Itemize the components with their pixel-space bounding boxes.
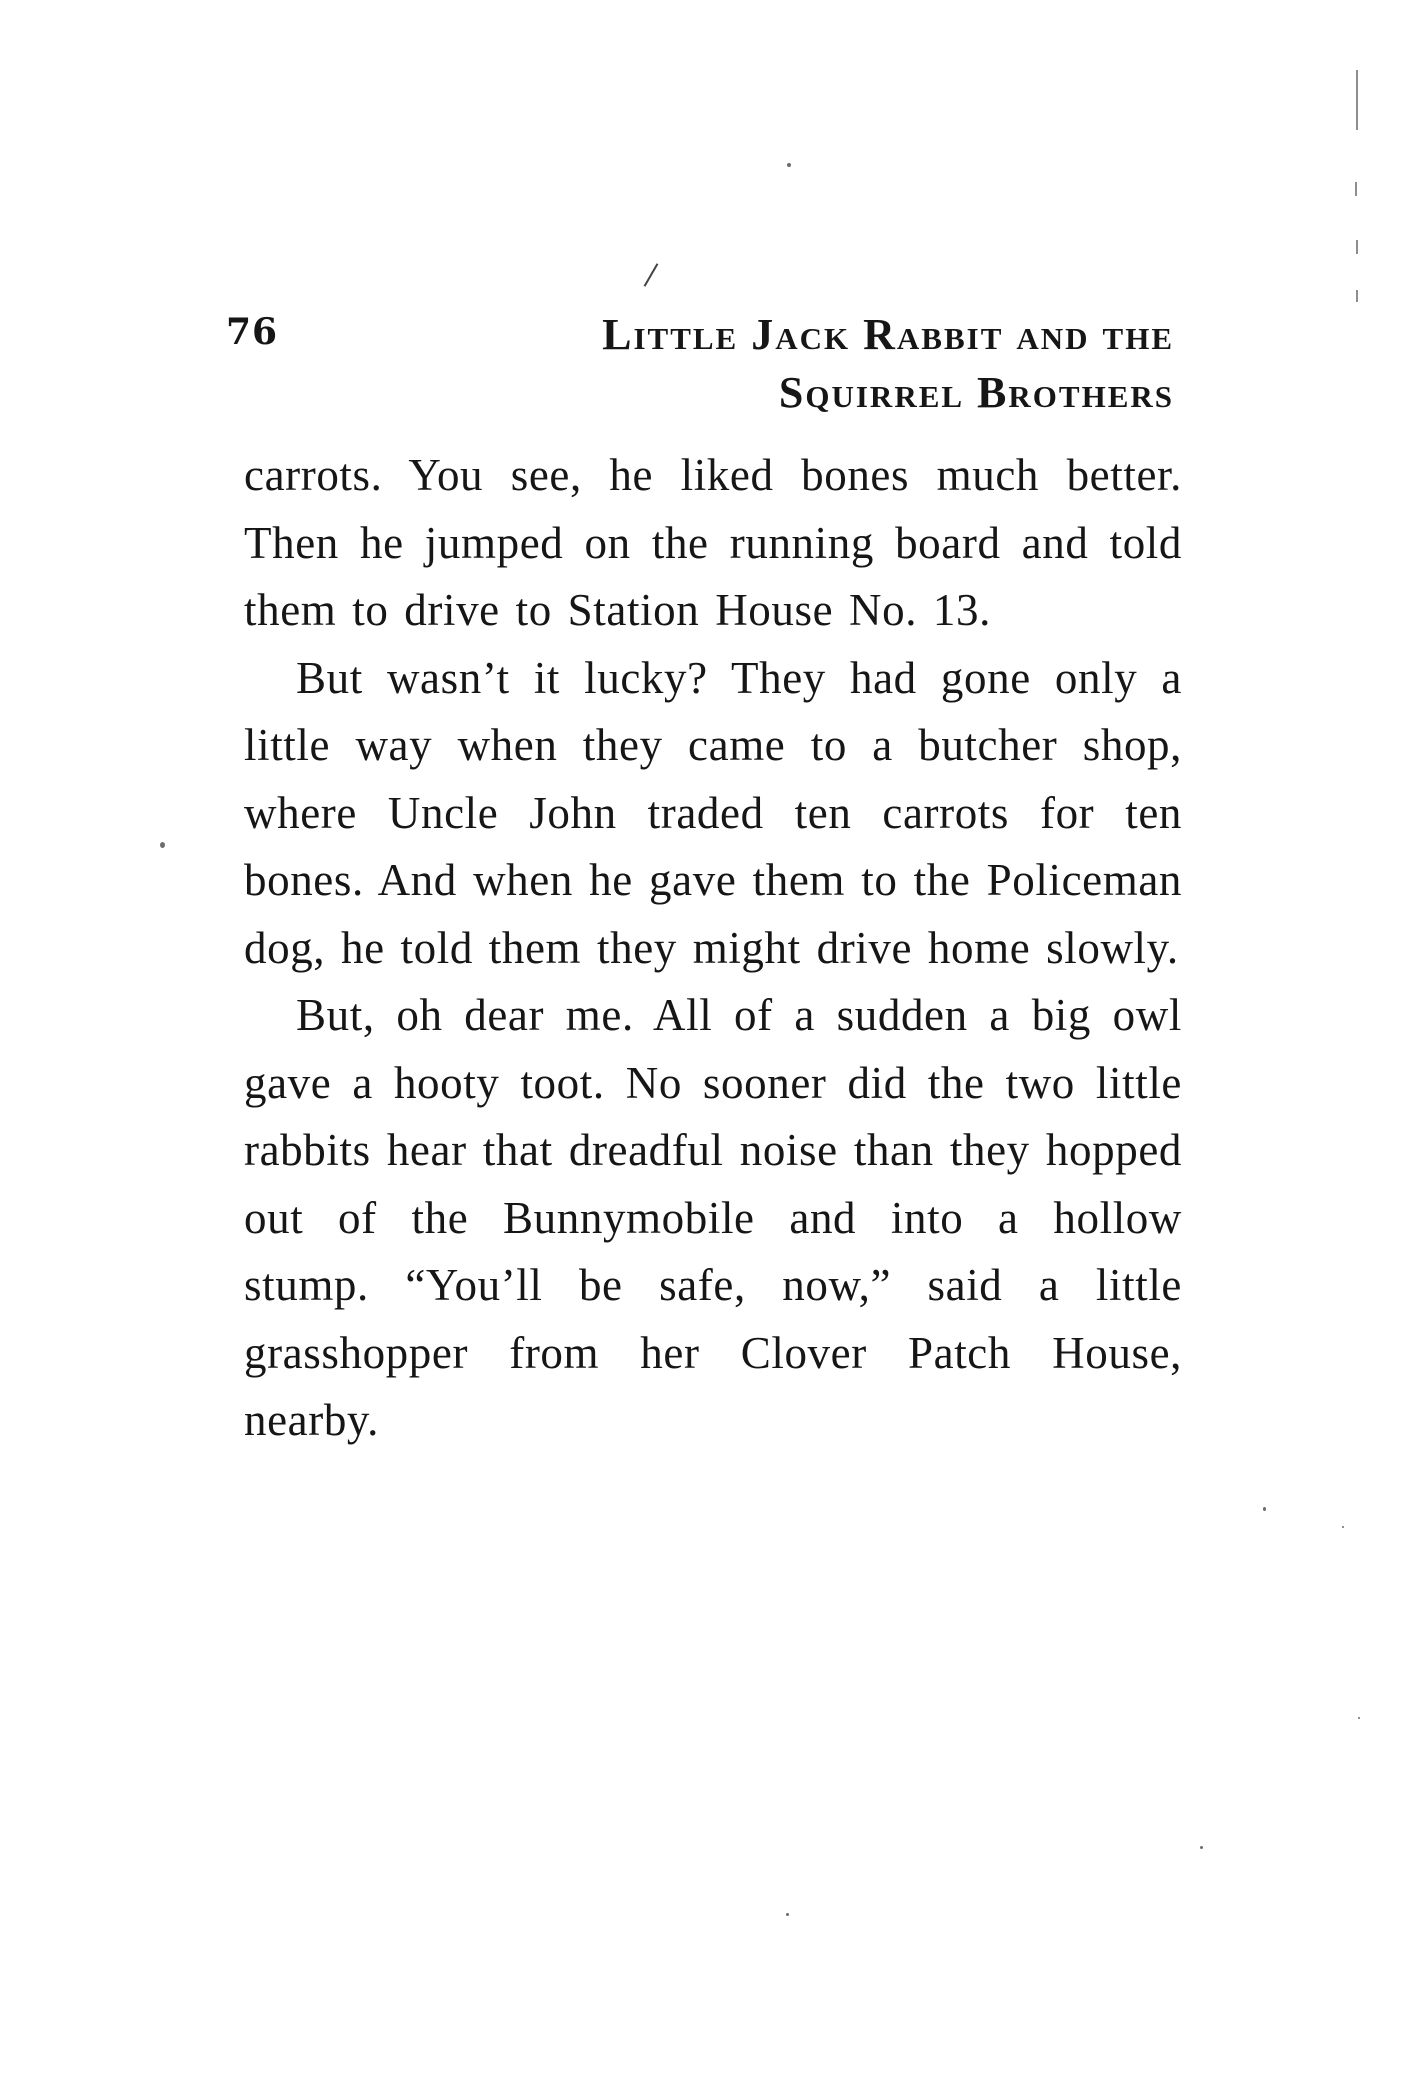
page-number: 76 [226,311,279,353]
paragraph-2: But wasn’t it lucky? They had gone only a little way when they came to a butcher shop, where Uncle John traded ten carrots for ten bones. And when he gave them to the Policeman dog, he told them they might drive home slowly. [244,652,1182,973]
ink-speck [1200,1846,1203,1849]
page-edge-mark [1356,290,1358,302]
paragraph-3: But, oh dear me. All of a sudden a big owl gave a hooty toot. No sooner did the two little rabbits hear that dreadful noise than they hopped out of the Bunnymobile and into a hollow stump. “You’ll be safe, now,” said a little grasshopper from her Clover Patch House, nearby. [244,990,1182,1445]
page-edge-mark [1356,240,1358,254]
ink-speck [1358,1717,1360,1719]
running-head-line-2: Squirrel Brothers [778,368,1174,417]
ink-speck [160,842,165,848]
page-edge-mark [1356,70,1358,130]
page-edge-mark [1355,182,1357,196]
paragraph-1: carrots. You see, he liked bones much better. Then he jumped on the running board and told them to drive to Station House No. 13. [244,450,1182,635]
running-head-line-1: Little Jack Rabbit and the [602,310,1174,359]
ink-speck [1342,1526,1344,1528]
ink-speck [787,163,791,167]
ink-mark [644,263,659,287]
body-text [244,442,1182,1455]
ink-speck [1263,1507,1266,1511]
ink-speck [786,1913,789,1916]
running-head [602,306,1174,422]
